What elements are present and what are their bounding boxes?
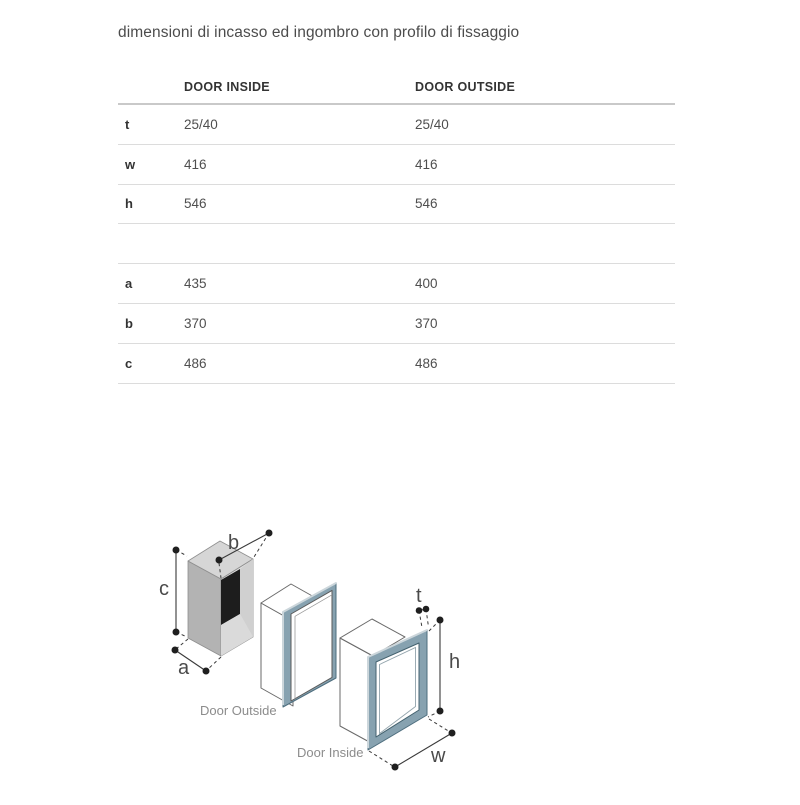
door-outside-unit [261, 583, 336, 707]
dim-a-dash-right [207, 657, 221, 670]
table-row-t [118, 105, 675, 145]
table-row-b [118, 304, 675, 344]
dim-w-dash-bottom [369, 751, 393, 766]
dim-a-dot-left [172, 647, 179, 654]
dimension-c [159, 547, 187, 638]
header-door-outside: DOOR OUTSIDE [415, 79, 516, 94]
cell-door-outside: 25/40 [415, 116, 449, 132]
cell-door-outside: 370 [415, 315, 438, 331]
door-inside-unit [340, 619, 427, 750]
table-row-spacer [118, 224, 675, 264]
cell-door-outside: 546 [415, 196, 438, 212]
cell-door-outside: 400 [415, 276, 438, 292]
row-label: h [125, 196, 133, 212]
page-title: dimensioni di incasso ed ingombro con profilo di fissaggio [118, 24, 520, 41]
dim-b-dot-left [216, 557, 223, 564]
dim-c-dot-bottom [173, 629, 180, 636]
dim-t-label: t [416, 585, 422, 607]
dimension-h [428, 617, 460, 718]
dim-t-dot-right [423, 606, 430, 613]
table-row-h [118, 185, 675, 225]
dim-w-dash-top [429, 719, 450, 732]
cell-door-inside: 25/40 [184, 116, 218, 132]
dim-a-dash-left [176, 639, 188, 649]
cell-door-inside: 486 [184, 355, 207, 371]
cell-door-inside: 435 [184, 276, 207, 292]
table-header-row [118, 70, 675, 105]
dim-w-label: w [431, 745, 446, 767]
door-inside-caption: Door Inside [297, 745, 364, 760]
dim-a-dot-right [203, 668, 210, 675]
cell-door-outside: 486 [415, 355, 438, 371]
cell-door-inside: 546 [184, 196, 207, 212]
table-row-w [118, 145, 675, 185]
table-row-a [118, 264, 675, 304]
dim-c-dot-top [173, 547, 180, 554]
dim-b-dot-right [266, 530, 273, 537]
cell-door-outside: 416 [415, 156, 438, 172]
dim-h-dot-bottom [437, 708, 444, 715]
row-label: t [125, 116, 130, 132]
row-label: b [125, 315, 133, 331]
dim-h-dot-top [437, 617, 444, 624]
row-label: c [125, 355, 133, 371]
cell-door-inside: 416 [184, 156, 207, 172]
dim-w-dot-top [449, 730, 456, 737]
dim-w-dot-bottom [392, 764, 399, 771]
dimensions-table [118, 70, 675, 384]
dimension-t [416, 585, 430, 628]
door-outside-caption: Door Outside [200, 703, 277, 718]
installation-diagram [150, 505, 490, 805]
header-door-inside: DOOR INSIDE [184, 79, 270, 94]
table-row-c [118, 344, 675, 384]
dim-b-label: b [228, 532, 240, 554]
row-label: w [125, 156, 136, 172]
cell-door-inside: 370 [184, 315, 207, 331]
row-label: a [125, 276, 133, 292]
dim-t-dot-left [416, 607, 423, 614]
dim-c-label: c [159, 578, 169, 600]
dim-a-label: a [178, 657, 190, 679]
dim-h-label: h [449, 651, 461, 673]
